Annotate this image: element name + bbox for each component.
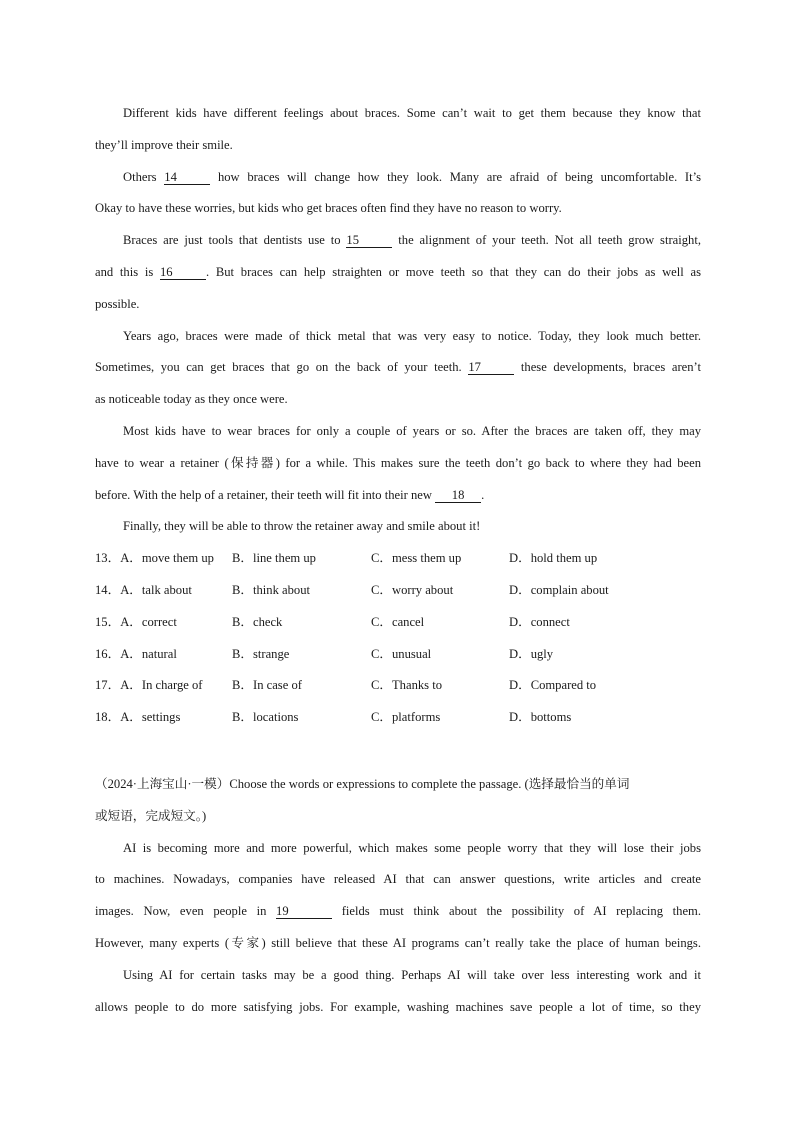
question-16-options — [95, 639, 701, 671]
text-run: and this is — [95, 264, 154, 279]
option-14-b[interactable]: B．think about — [232, 582, 311, 597]
section-gap — [95, 734, 701, 769]
text-run: these developments, braces aren’t — [520, 360, 701, 375]
option-16-a[interactable]: 16．A．natural — [95, 646, 177, 661]
text-run: images. Now, even people in — [95, 904, 267, 919]
text-line: Most kids have to wear braces for only a couple of years or so. After the braces are taken off, they may — [123, 423, 701, 438]
question-15-options — [95, 607, 701, 639]
option-18-b[interactable]: B．locations — [232, 710, 299, 725]
option-15-b[interactable]: B．check — [232, 614, 283, 629]
blank-18: 18 — [435, 488, 481, 503]
question-18-options — [95, 702, 701, 734]
option-17-c[interactable]: C．Thanks to — [371, 678, 443, 693]
option-15-c[interactable]: C．cancel — [371, 614, 425, 629]
text-line: AI is becoming more and more powerful, which makes some people worry that they will lose their jobs — [123, 840, 701, 855]
text-line — [95, 162, 701, 194]
option-15-a[interactable]: 15．A．correct — [95, 614, 177, 629]
option-14-a[interactable]: 14．A．talk about — [95, 582, 192, 597]
text-run: . But braces can help straighten or move teeth so that they can do their jobs as well as — [205, 264, 701, 279]
option-13-b[interactable]: B．line them up — [232, 551, 316, 566]
section-heading: （2024·上海宝山·一模）Choose the words or expressions to complete the passage. (选择最恰当的单词 — [95, 776, 630, 791]
text-line: Finally, they will be able to throw the retainer away and smile about it! — [123, 519, 481, 534]
options-list — [95, 543, 701, 734]
text-line: Using AI for certain tasks may be a good thing. Perhaps AI will take over less interesting work and it — [123, 967, 701, 982]
question-17-options — [95, 670, 701, 702]
text-line — [95, 257, 701, 289]
text-line: to machines. Nowadays, companies have released AI that can answer questions, write articles and create — [95, 872, 701, 887]
blank-19: 19 — [276, 904, 332, 919]
option-13-d[interactable]: D．hold them up — [509, 551, 598, 566]
option-18-c[interactable]: C．platforms — [371, 710, 441, 725]
text-line: possible. — [95, 296, 140, 311]
text-line: have to wear a retainer (保持器) for a while. This makes sure the teeth don’t go back to where they had been — [95, 455, 701, 470]
section-heading-cont: 或短语，完成短文。) — [95, 808, 207, 823]
text-run: before. With the help of a retainer, their teeth will fit into their new — [95, 487, 432, 502]
document-page — [95, 98, 701, 1023]
text-run: how braces will change how they look. Many are afraid of being uncomfortable. It’s — [217, 169, 702, 184]
option-14-d[interactable]: D．complain about — [509, 582, 609, 597]
option-18-a[interactable]: 18．A．settings — [95, 710, 181, 725]
blank-14: 14 — [164, 170, 210, 185]
option-16-d[interactable]: D．ugly — [509, 646, 554, 661]
text-line: as noticeable today as they once were. — [95, 392, 288, 407]
question-14-options — [95, 575, 701, 607]
text-run: Braces are just tools that dentists use to — [123, 233, 341, 248]
text-line — [95, 352, 701, 384]
blank-17: 17 — [468, 360, 514, 375]
option-13-a[interactable]: 13．A．move them up — [95, 551, 214, 566]
option-14-c[interactable]: C．worry about — [371, 582, 454, 597]
text-line: allows people to do more satisfying jobs. For example, washing machines save people a lot of time, so they — [95, 999, 701, 1014]
option-17-d[interactable]: D．Compared to — [509, 678, 597, 693]
text-run: the alignment of your teeth. Not all teeth grow straight, — [398, 233, 701, 248]
text-run: fields must think about the possibility of AI replacing them. — [341, 904, 701, 919]
text-line — [95, 896, 701, 928]
option-13-c[interactable]: C．mess them up — [371, 551, 462, 566]
text-run: Others — [123, 169, 157, 184]
text-line: However, many experts (专家) still believe that these AI programs can’t really take the place of human beings. — [95, 935, 701, 950]
text-line — [95, 480, 701, 512]
text-line: Different kids have different feelings about braces. Some can’t wait to get them because they know that — [123, 106, 701, 120]
text-line: Okay to have these worries, but kids who get braces often find they have no reason to worry. — [95, 201, 562, 216]
option-17-b[interactable]: B．In case of — [232, 678, 302, 693]
option-16-c[interactable]: C．unusual — [371, 646, 432, 661]
text-line — [95, 225, 701, 257]
option-16-b[interactable]: B．strange — [232, 646, 290, 661]
question-13-options — [95, 543, 701, 575]
blank-16: 16 — [160, 265, 206, 280]
option-17-a[interactable]: 17．A．In charge of — [95, 678, 203, 693]
text-line: they’ll improve their smile. — [95, 137, 233, 152]
text-run: Sometimes, you can get braces that go on the back of your teeth. — [95, 360, 462, 375]
option-15-d[interactable]: D．connect — [509, 614, 570, 629]
text-line: Years ago, braces were made of thick metal that was very easy to notice. Today, they look much better. — [123, 328, 701, 343]
option-18-d[interactable]: D．bottoms — [509, 710, 572, 725]
blank-15: 15 — [346, 233, 392, 248]
text-run: . — [481, 487, 485, 502]
